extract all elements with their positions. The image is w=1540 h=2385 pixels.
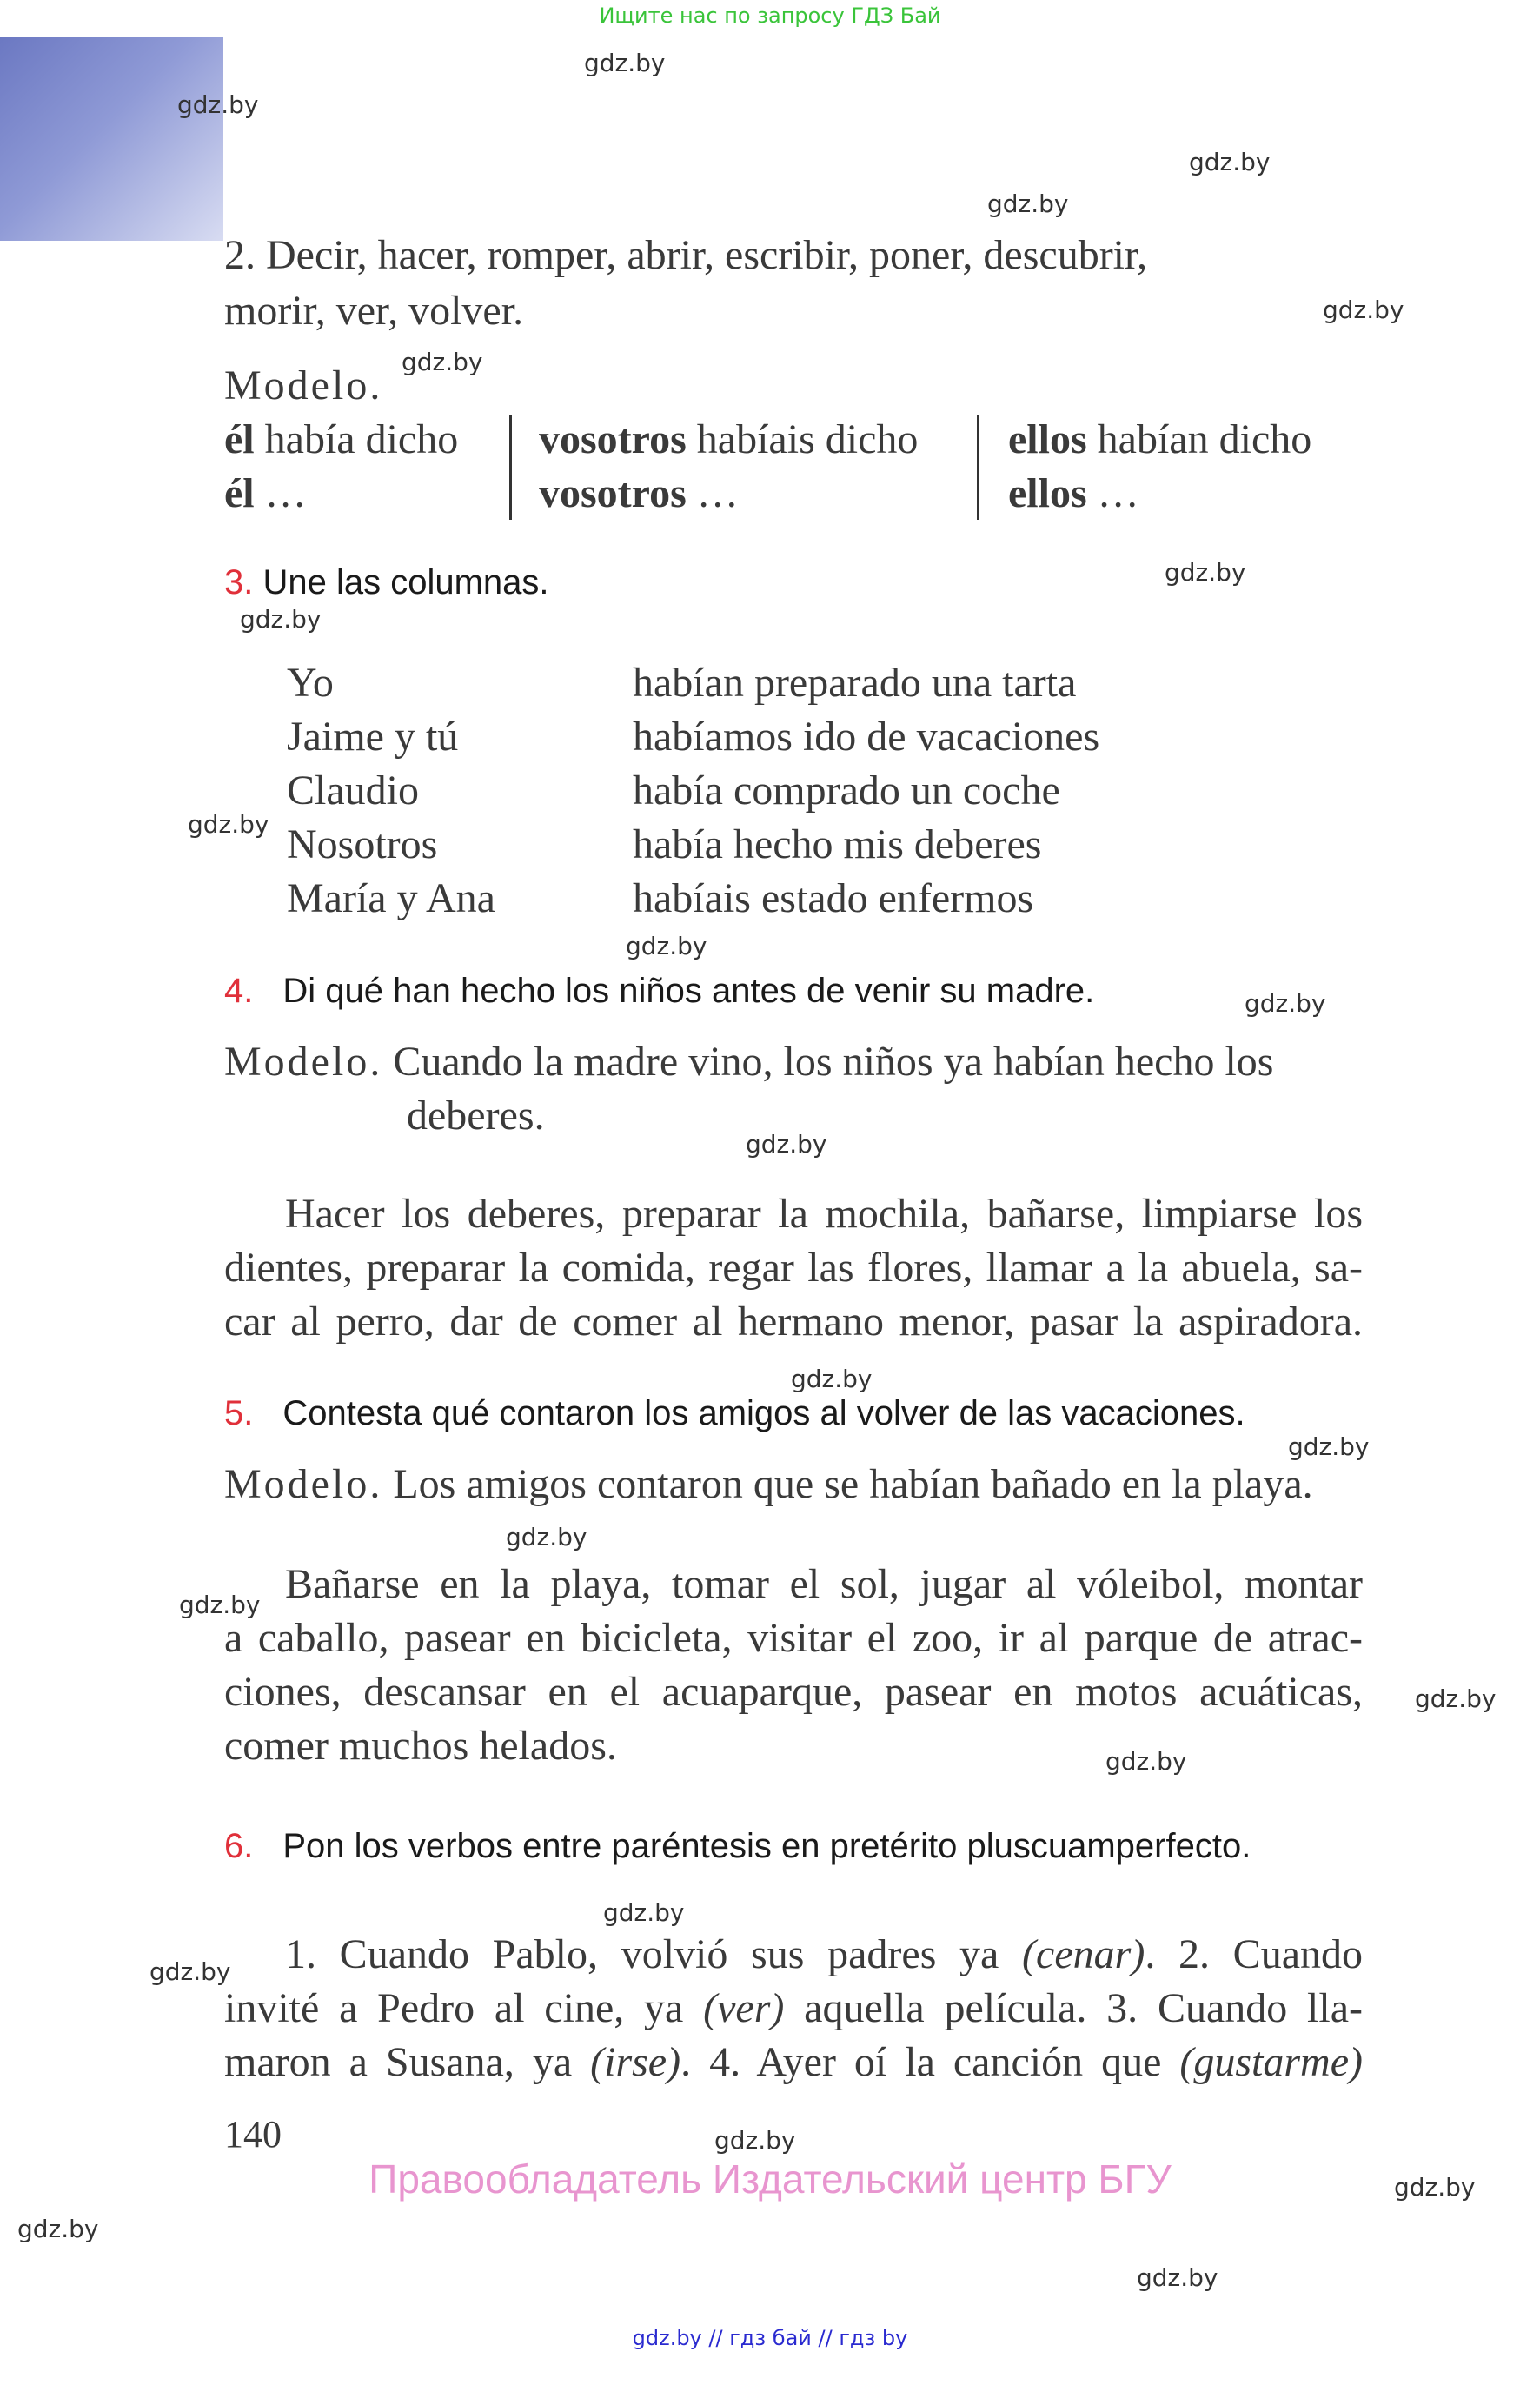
- watermark: gdz.by: [240, 605, 322, 634]
- watermark: gdz.by: [1323, 296, 1404, 324]
- watermark: gdz.by: [1415, 1684, 1497, 1713]
- watermark: gdz.by: [626, 932, 707, 960]
- watermark: gdz.by: [177, 90, 259, 119]
- ex3-right-item: habían preparado una tarta: [633, 660, 1077, 706]
- column-divider: [977, 415, 979, 520]
- watermark: gdz.by: [402, 348, 483, 376]
- ex4-modelo-cont: deberes.: [407, 1093, 545, 1139]
- watermark: gdz.by: [17, 2215, 99, 2243]
- ex2-line1: 2. Decir, hacer, romper, abrir, escribir, poner, descubrir,: [224, 232, 1148, 278]
- ex5-modelo: Modelo. Los amigos contaron que se habían bañado en la playa.: [224, 1461, 1313, 1507]
- watermark: gdz.by: [506, 1523, 587, 1551]
- watermark: gdz.by: [746, 1130, 827, 1159]
- watermark: gdz.by: [1288, 1432, 1370, 1461]
- page-number: 140: [224, 2113, 282, 2156]
- column-divider: [509, 415, 512, 520]
- ex3-right-item: habíais estado enfermos: [633, 875, 1034, 921]
- ex6-heading: 6. Pon los verbos entre paréntesis en pretérito pluscuamperfecto.: [224, 1827, 1251, 1865]
- ex5-heading: 5. Contesta qué contaron los amigos al volver de las vacaciones.: [224, 1394, 1245, 1432]
- watermark: gdz.by: [188, 810, 269, 839]
- watermark: gdz.by: [603, 1898, 685, 1927]
- ex4-body: Hacer los deberes, preparar la mochila, bañarse, limpiarse los dientes, preparar la comida, regar las flores, llamar a la abuela, sa- car al perro, dar de comer al hermano menor, pasar la aspiradora.: [224, 1191, 1363, 1345]
- top-note: Ищите нас по запросу ГДЗ Бай: [599, 3, 941, 28]
- ex3-right-item: había comprado un coche: [633, 767, 1060, 814]
- ex6-body: 1. Cuando Pablo, volvió sus padres ya (cenar). 2. Cuando invité a Pedro al cine, ya (ver) aquella película. 3. Cuando lla- maron a Susana, ya (irse). 4. Ayer oí la canción que (gustarme): [224, 1931, 1363, 2085]
- ex2-col3-row2: ellos …: [1008, 470, 1139, 516]
- watermark: gdz.by: [1165, 558, 1246, 587]
- watermark: gdz.by: [179, 1591, 261, 1619]
- ex2-col2-row2: vosotros …: [539, 470, 739, 516]
- copyright-notice: Правообладатель Издательский центр БГУ: [368, 2156, 1172, 2202]
- ex4-heading: 4. Di qué han hecho los niños antes de venir su madre.: [224, 972, 1095, 1010]
- ex3-right-item: habíamos ido de vacaciones: [633, 714, 1100, 760]
- watermark: gdz.by: [714, 2126, 796, 2155]
- watermark: gdz.by: [584, 49, 666, 77]
- ex2-col1-row1: él había dicho: [224, 416, 459, 462]
- ex3-left-item: Claudio: [287, 767, 419, 814]
- watermark: gdz.by: [1105, 1747, 1187, 1776]
- ex3-left-item: Nosotros: [287, 821, 438, 867]
- ex3-left-item: Yo: [287, 660, 334, 706]
- watermark: gdz.by: [149, 1957, 231, 1986]
- footer-links[interactable]: gdz.by // гдз бай // гдз by: [632, 2326, 908, 2350]
- watermark: gdz.by: [1394, 2173, 1476, 2202]
- ex3-heading: 3. Une las columnas.: [224, 563, 549, 601]
- corner-decoration: [0, 37, 223, 241]
- ex2-col1-row2: él …: [224, 470, 307, 516]
- watermark: gdz.by: [1137, 2263, 1218, 2292]
- ex3-left-item: Jaime y tú: [287, 714, 459, 760]
- ex2-modelo: Modelo.: [224, 362, 383, 409]
- watermark: gdz.by: [791, 1365, 873, 1393]
- ex2-col2-row1: vosotros habíais dicho: [539, 416, 919, 462]
- ex3-right-item: había hecho mis deberes: [633, 821, 1042, 867]
- watermark: gdz.by: [987, 189, 1069, 218]
- ex3-left-item: María y Ana: [287, 875, 495, 921]
- ex4-modelo: Modelo. Cuando la madre vino, los niños ya habían hecho los: [224, 1039, 1274, 1085]
- watermark: gdz.by: [1189, 148, 1271, 176]
- ex2-line2: morir, ver, volver.: [224, 288, 524, 334]
- ex5-body: Bañarse en la playa, tomar el sol, jugar al vóleibol, montar a caballo, pasear en bicicleta, visitar el zoo, ir al parque de atrac- ciones, descansar en el acuaparque, pasear en motos acuáticas, comer muchos helados.: [224, 1561, 1363, 1769]
- watermark: gdz.by: [1245, 989, 1326, 1018]
- ex2-col3-row1: ellos habían dicho: [1008, 416, 1312, 462]
